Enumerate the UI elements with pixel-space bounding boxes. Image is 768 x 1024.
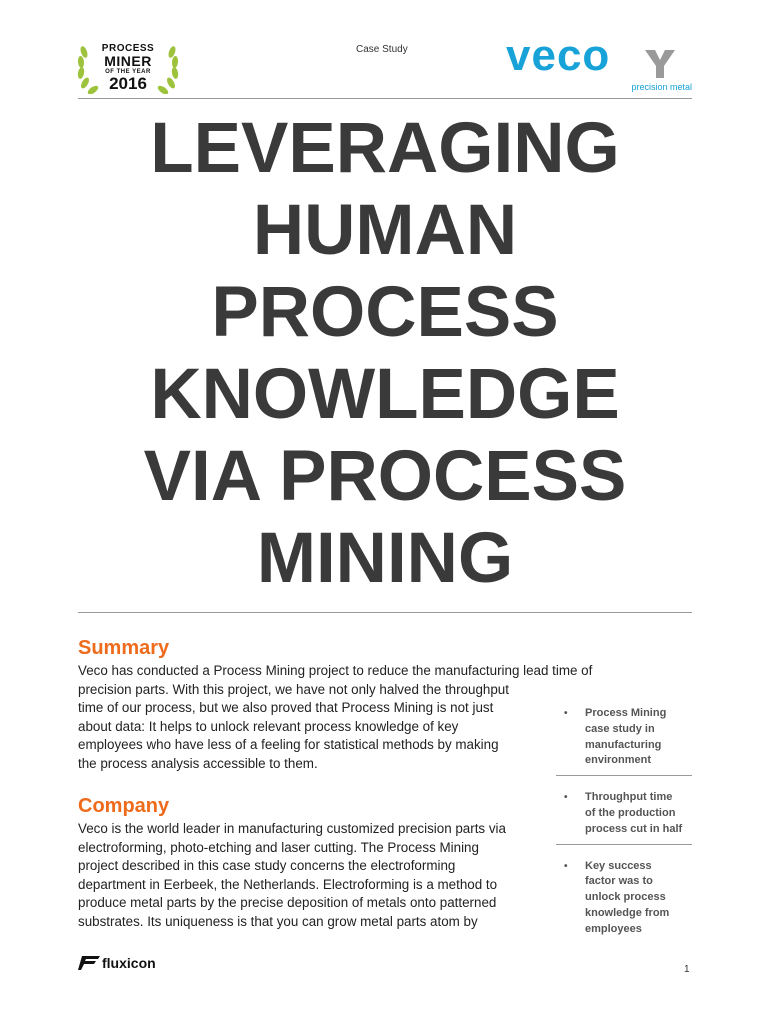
award-year: 2016	[109, 74, 147, 93]
logo-mark-icon	[645, 48, 675, 80]
title-line: KNOWLEDGE	[150, 355, 620, 434]
highlight-line: environment	[585, 754, 652, 767]
text-line: substrates. Its uniqueness is that you can grow metal parts atom by	[78, 913, 478, 929]
text-line: about data: It helps to unlock relevant process knowledge of key	[78, 718, 459, 734]
company-paragraph	[78, 820, 506, 932]
highlight-line: Process Mining	[585, 707, 667, 719]
header-divider	[78, 98, 692, 99]
bullet: •	[564, 792, 568, 804]
award-badge	[76, 40, 180, 94]
highlight-line: process cut in half	[585, 822, 683, 835]
highlight-line: case study in	[585, 722, 655, 735]
summary-heading: Summary	[78, 637, 170, 659]
text-line: produce metal parts by the precise deposition of metals onto patterned	[78, 895, 497, 911]
text-line: electroforming, photo-etching and laser cutting. The Process Mining	[78, 839, 479, 855]
highlight-line: employees	[585, 922, 642, 935]
text-line: time of our process, but we also proved that Process Mining is not just	[78, 700, 494, 716]
title-line: VIA PROCESS	[143, 437, 627, 516]
highlights-sidebar	[556, 706, 692, 938]
highlight-item	[556, 790, 692, 837]
veco-logo	[506, 31, 696, 94]
award-line-2: MINER	[104, 53, 152, 69]
page-number: 1	[684, 964, 690, 975]
logo-wordmark: veco	[506, 31, 611, 80]
page-title	[78, 108, 692, 600]
highlight-item	[556, 859, 692, 938]
highlight-line: knowledge from	[585, 906, 670, 919]
document-type-label: Case Study	[356, 44, 408, 55]
bullet: •	[564, 708, 568, 719]
highlight-line: manufacturing	[585, 738, 662, 751]
fluxicon-mark-icon	[78, 956, 100, 970]
highlight-divider	[556, 775, 692, 776]
title-line: MINING	[256, 519, 514, 598]
title-divider	[78, 612, 692, 613]
text-line: Veco has conducted a Process Mining project to reduce the manufacturing lead time of	[78, 663, 593, 678]
text-line: Veco is the world leader in manufacturing customized precision parts via	[78, 821, 506, 836]
text-line: the process analysis accessible to them.	[78, 755, 318, 771]
company-heading: Company	[78, 795, 170, 817]
highlight-line: unlock process	[585, 891, 666, 904]
text-line: employees who have less of a feeling for statistical methods by making	[78, 737, 499, 753]
title-line: HUMAN	[252, 191, 518, 270]
bullet: •	[564, 860, 568, 872]
summary-paragraph	[78, 662, 592, 774]
highlight-item	[556, 706, 692, 769]
text-line: project described in this case study concerns the electroforming	[78, 858, 456, 874]
text-line: department in Eerbeek, the Netherlands. Electroforming is a method to	[78, 876, 498, 892]
logo-tagline: precision metal	[631, 82, 692, 92]
award-line-1: PROCESS	[101, 43, 155, 54]
highlight-line: factor was to	[585, 875, 653, 888]
highlight-divider	[556, 844, 692, 845]
title-line: PROCESS	[211, 273, 559, 352]
footer-brand: fluxicon	[102, 955, 156, 971]
award-line-3: OF THE YEAR	[105, 69, 151, 75]
highlight-line: of the production	[585, 806, 676, 819]
highlight-line: Throughput time	[585, 791, 673, 804]
title-line: LEVERAGING	[150, 109, 620, 188]
highlight-line: Key success	[585, 859, 652, 872]
text-line: precision parts. With this project, we have not only halved the throughput	[78, 681, 509, 697]
